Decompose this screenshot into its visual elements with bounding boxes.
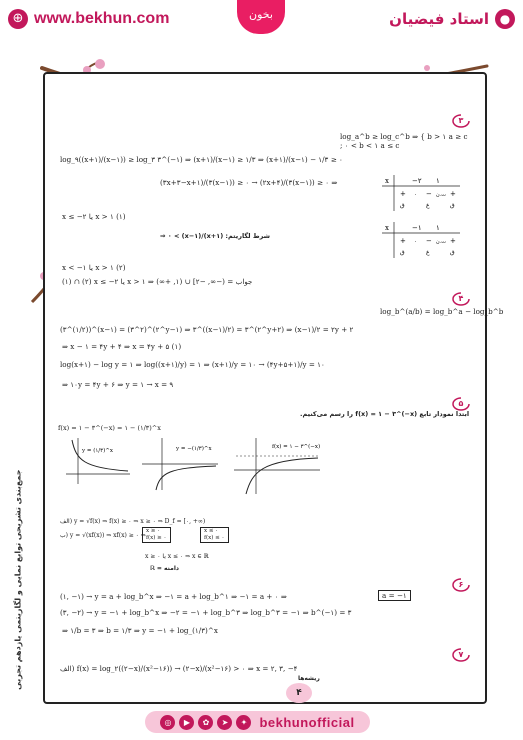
graph-exponential [64, 436, 132, 486]
math-line: log_۹((x+۱)/(x−۱)) ≥ log_۳ ۳^(−۱) ⇒ (x+۱)/(x−۱) ≥ ۱/۳ ⇒ (x+۱)/(x−۱) − ۱/۳ ≥ ۰ [60, 155, 343, 164]
sign-table-sign: + [450, 237, 456, 245]
math-line: (۱) ∩ (۲) x ≤ −۲ یا x > ۱ ⇒ جواب = (−∞, −۲] ∪ (۱, +∞) [62, 277, 253, 286]
question-number-badge [451, 578, 471, 592]
telegram-icon[interactable]: ➤ [217, 715, 232, 730]
math-line: log_a^b ≥ log_c^b ⇒ { b > ۱ a ≥ c ; ۰ < b < ۱ a ≤ c [340, 132, 468, 150]
sign-table-sign: + [400, 190, 406, 198]
case-condition: f(x) ≥ ۰ [146, 535, 167, 541]
math-line: log_b^(a/b) = log_b^a − log_b^b [380, 307, 504, 316]
question-number-badge [451, 397, 471, 411]
math-line: x ≤ −۲ یا x > ۱ (۱) [62, 212, 126, 221]
math-line: f(x) = ۱ − ۳^(−x) = ۱ − (۱/۳)^x [58, 424, 161, 432]
brand-logo-text: بخون [249, 8, 273, 21]
globe-icon: ⊕ [8, 9, 28, 29]
teacher-label [389, 9, 515, 29]
question-number: ۷ [458, 650, 464, 659]
question-number: ۵ [458, 399, 464, 408]
sign-table-result: غ [426, 202, 430, 209]
case-box [200, 527, 229, 543]
sign-table-result: ق [400, 249, 405, 256]
sign-table-undefined: ت.ن [436, 192, 446, 198]
sign-table-result: ق [400, 202, 405, 209]
math-line: (۳^(۱/۲))^(x−۱) = (۳^۲)^(۲^y−۱) ⇒ ۳^((x−۱)/۲) = ۳^(۲^y+۲) ⇒ (x−۱)/۲ = ۲y + ۲ [60, 325, 354, 334]
graph-label: y = (۱/۳)^x [82, 448, 113, 454]
math-line: ⇒ ۱۰y = ۴y + ۶ ⇒ y = ۱ → x = ۹ [62, 380, 174, 389]
sign-table-point: ۱ [436, 224, 440, 232]
math-line: الف) y = √f(x) ⇒ f(x) ≥ ۰ ⇒ x ≥ ۰ ⇒ D_f = [۰, +∞) [60, 518, 206, 525]
math-line: x ≥ ۰ یا x ≤ ۰ ⇒ x ∈ ℝ [145, 553, 209, 560]
question-heading: ابتدا نمودار تابع f(x) = ۱ − ۳^(−x) را رسم می‌کنیم. [300, 410, 470, 418]
sign-table-sign: + [400, 237, 406, 245]
person-icon: ● [495, 9, 515, 29]
math-line: شرط لگاریتم: (x+۱)/(x−۱) > ۰ ⇒ [160, 232, 271, 240]
math-line: (۳, −۲) → y = −۱ + log_b^x ⇒ −۲ = −۱ + log_b^۳ ⇒ log_b^۳ = −۱ ⇒ b^(−۱) = ۳ [60, 608, 352, 617]
graph-function-f [232, 436, 322, 496]
page-footer [0, 708, 523, 740]
math-line: ⇒ x − ۱ = ۴y + ۴ ⇒ x = ۴y + ۵ (۱) [62, 342, 182, 351]
site-url[interactable]: www.bekhun.com [34, 10, 170, 27]
aparat-icon[interactable]: ✿ [198, 715, 213, 730]
sign-table-result: ق [450, 202, 455, 209]
case-condition: x ≥ ۰ [146, 528, 161, 534]
math-line: (۳x+۳−x+۱)/(۳(x−۱)) ≥ ۰ → (۲x+۴)/(۳(x−۱)) ≥ ۰ ⇒ [160, 178, 338, 187]
question-number: ۴ [458, 294, 464, 303]
graph-reflected [140, 436, 220, 492]
social-bar [145, 711, 370, 733]
case-box [142, 527, 171, 543]
page-header [0, 0, 523, 40]
math-line: (۱, −۱) → y = a + log_b^x ⇒ −۱ = a + log_b^۱ ⇒ −۱ = a + ۰ ⇒ [60, 592, 287, 601]
case-condition: f(x) ≤ ۰ [204, 535, 225, 541]
math-line: ⇒ ۱/b = ۳ ⇒ b = ۱/۳ ⇒ y = −۱ + log_(۱/۳)^x [62, 626, 218, 635]
question-number-badge [451, 114, 471, 128]
brand-logo [237, 0, 285, 34]
question-number: ۳ [458, 116, 464, 125]
sign-table-var: x [385, 177, 389, 185]
question-number-badge [451, 292, 471, 306]
sign-table-result: غ [426, 249, 430, 256]
graph-label: y = −(۱/۳)^x [176, 446, 212, 452]
youtube-icon[interactable]: ▶ [179, 715, 194, 730]
sign-table-result: ق [450, 249, 455, 256]
math-note: ریشه‌ها [298, 675, 320, 682]
sign-table-zero: ۰ [414, 238, 418, 245]
sign-table [382, 175, 460, 211]
chapter-title-text: جمع‌بندی تشریحی توابع نمایی و لگاریتمی یازدهم تجربی [13, 469, 23, 690]
question-number-badge [451, 648, 471, 662]
sign-table-point: −۱ [412, 224, 422, 232]
twitter-icon[interactable]: ✦ [236, 715, 251, 730]
sign-table-point: −۲ [412, 177, 422, 185]
page-number: ۴ [286, 683, 312, 703]
math-line: ب) y = √(xf(x)) ⇒ xf(x) ≥ ۰ ⇒ [60, 532, 146, 539]
math-line: x < −۱ یا x > ۱ (۲) [62, 263, 126, 272]
sign-table-sign: − [426, 190, 432, 198]
sign-table [382, 222, 460, 258]
sign-table-sign: − [426, 237, 432, 245]
graph-label: f(x) = ۱ − ۳^(−x) [272, 444, 321, 450]
answer-box: a = −۱ [378, 590, 411, 601]
math-line: log(x+۱) − log y = ۱ ⇒ log((x+۱)/y) = ۱ ⇒ (x+۱)/y = ۱۰ → (۴y+۵+۱)/y = ۱۰ [60, 360, 325, 369]
case-condition: x ≤ ۰ [204, 528, 219, 534]
question-number: ۶ [458, 580, 464, 589]
sign-table-var: x [385, 224, 389, 232]
math-line: دامنه = ℝ [150, 565, 179, 572]
sign-table-zero: ۰ [414, 191, 418, 198]
social-handle[interactable]: bekhunofficial [259, 714, 355, 730]
instagram-icon[interactable]: ◎ [160, 715, 175, 730]
teacher-name: استاد فیضیان [389, 10, 489, 28]
sign-table-undefined: ت.ن [436, 239, 446, 245]
sidebar-chapter-title [8, 469, 23, 690]
sign-table-point: ۱ [436, 177, 440, 185]
sign-table-sign: + [450, 190, 456, 198]
math-line: الف) f(x) = log_۲((۲−x)/(x²−۱۶)) → (۲−x)/(x²−۱۶) > ۰ ⇒ x = ۲, ۳, −۴ [60, 664, 298, 673]
site-link[interactable] [8, 9, 169, 29]
